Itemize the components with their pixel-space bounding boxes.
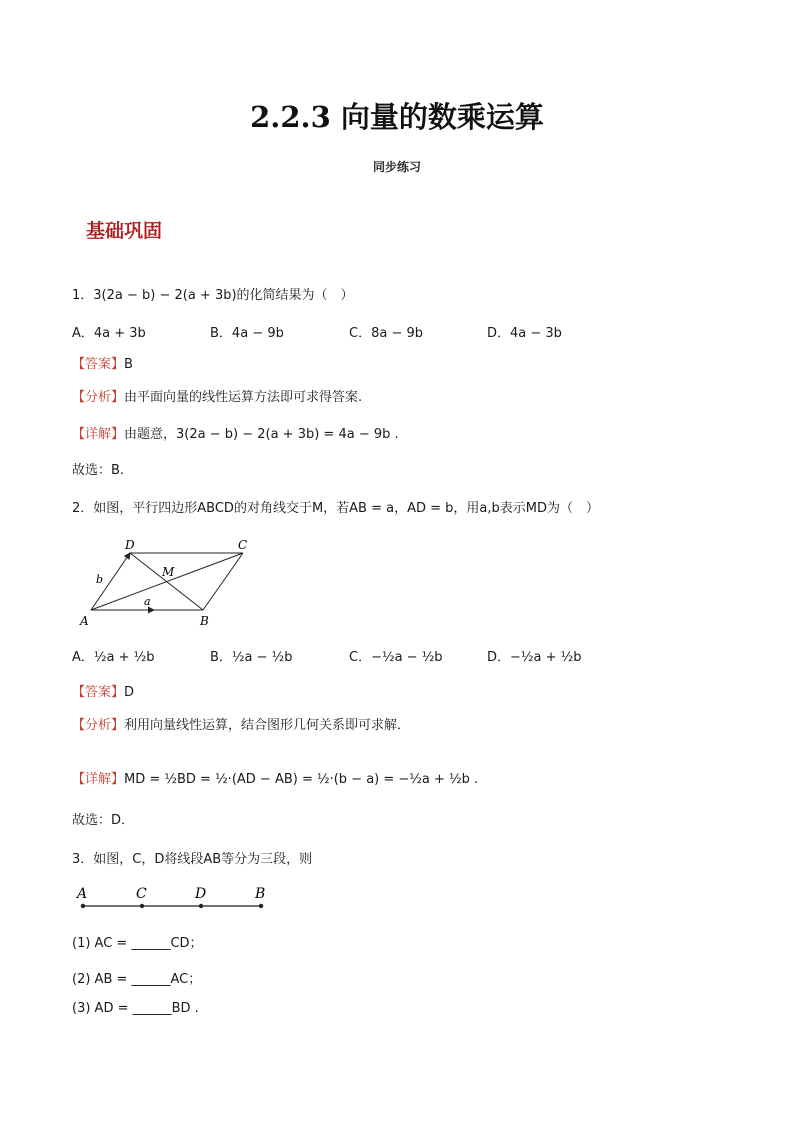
q2-detail: MD = ½BD = ½·(AD − AB) = ½·(b − a) = −½a + ½b .	[124, 772, 479, 787]
point-c	[140, 904, 144, 908]
point-d	[199, 904, 203, 908]
q2-option-b: B．½a − ½b	[210, 650, 293, 665]
q1-option-d: D．4a − 3b	[487, 326, 562, 341]
q1-answer-row	[72, 353, 133, 372]
side-bc	[203, 553, 243, 610]
label-point-b: B	[255, 886, 266, 902]
label-point-c: C	[136, 886, 147, 902]
label-vector-b: b	[96, 573, 104, 586]
q2-answer-row	[72, 681, 134, 700]
q1-choice: 故选：B.	[72, 463, 125, 478]
q1-analysis: 由平面向量的线性运算方法即可求得答案.	[124, 390, 363, 405]
q1-analysis-row	[72, 386, 362, 405]
q3-item-2: (2) AB = ______AC；	[72, 972, 202, 987]
point-a	[81, 904, 85, 908]
label-point-a: A	[77, 886, 88, 902]
q1-option-b: B．4a − 9b	[210, 326, 284, 341]
label-c-point: C	[238, 538, 248, 552]
q3-item-3: (3) AD = ______BD .	[72, 1001, 199, 1016]
q2-analysis-label: 【分析】	[72, 718, 125, 733]
q2-stem: 2．如图，平行四边形ABCD的对角线交于M，若AB = a，AD = b，用a,b表示MD为（ ）	[72, 501, 599, 516]
point-b	[259, 904, 263, 908]
label-d-point: D	[125, 538, 135, 552]
q1-detail: 由题意，3(2a − b) − 2(a + 3b) = 4a − 9b .	[124, 427, 399, 442]
q1-detail-label: 【详解】	[72, 427, 125, 442]
label-a-point: A	[80, 614, 89, 628]
q1-detail-row	[72, 423, 399, 442]
q2-option-c: C．−½a − ½b	[349, 650, 443, 665]
q2-answer: D	[124, 685, 135, 700]
diagonal-bd	[130, 553, 203, 610]
q3-stem: 3．如图，C，D将线段AB等分为三段，则	[72, 852, 313, 867]
q3-item-1: (1) AC = ______CD；	[72, 936, 203, 951]
segment-figure	[72, 882, 272, 914]
q2-answer-label: 【答案】	[72, 685, 125, 700]
q2-choice: 故选：D．	[72, 813, 135, 828]
q2-analysis: 利用向量线性运算，结合图形几何关系即可求解．	[124, 718, 411, 733]
q1-option-c: C．8a − 9b	[349, 326, 423, 341]
q2-detail-row	[72, 768, 478, 787]
q1-option-a: A．4a + 3b	[72, 326, 146, 341]
q1-analysis-label: 【分析】	[72, 390, 125, 405]
page-subtitle: 同步练习	[372, 160, 421, 174]
label-point-d: D	[195, 886, 207, 902]
q2-analysis-row	[72, 714, 410, 733]
section-heading: 基础巩固	[86, 220, 163, 242]
q2-detail-label: 【详解】	[72, 772, 125, 787]
q1-answer: B	[124, 357, 133, 372]
label-b-point: B	[200, 614, 209, 628]
q2-option-d: D．−½a + ½b	[487, 650, 582, 665]
label-vector-a: a	[144, 595, 151, 608]
q2-option-a: A．½a + ½b	[72, 650, 155, 665]
label-m-point: M	[162, 565, 175, 579]
q1-answer-label: 【答案】	[72, 357, 125, 372]
q1-stem: 1．3(2a − b) − 2(a + 3b)的化简结果为（ ）	[72, 288, 354, 303]
page-title: 2.2.3 向量的数乘运算	[250, 100, 544, 134]
parallelogram-figure	[78, 535, 258, 630]
